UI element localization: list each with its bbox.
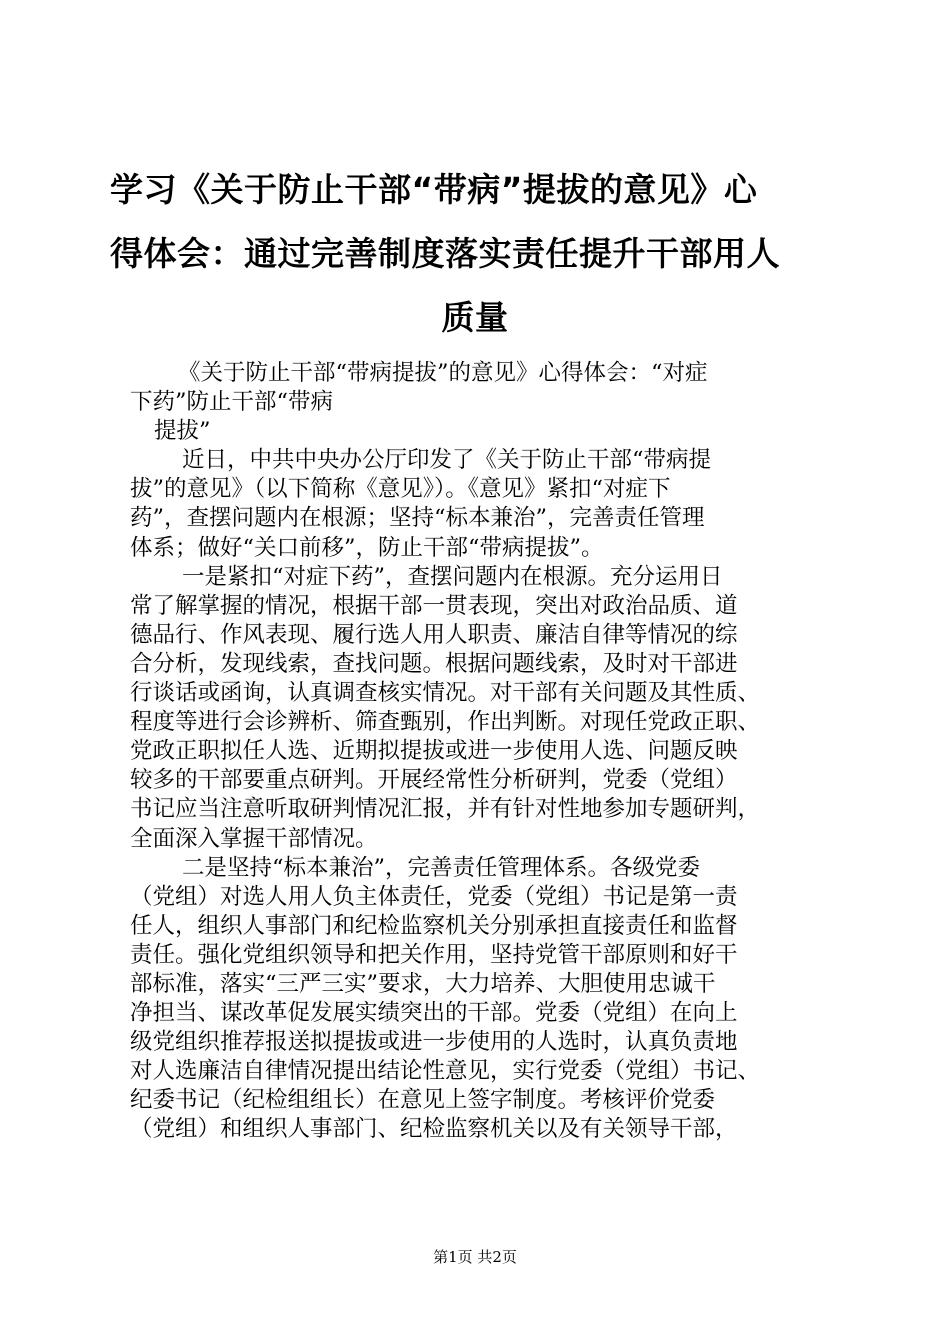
paragraph-line: 较多的干部要重点研判。开展经常性分析研判，党委（党组） [130,767,738,794]
paragraph-line: 二是坚持“标本兼治”，完善责任管理体系。各级党委 [182,854,701,881]
paragraph-line: 合分析，发现线索，查找问题。根据问题线索，及时对干部进 [130,650,738,677]
paragraph-line: 德品行、作风表现、履行选人用人职责、廉洁自律等情况的综 [130,621,738,648]
paragraph-line: 程度等进行会诊辨析、筛查甄别，作出判断。对现任党政正职、 [130,709,761,736]
paragraph-line: 任人，组织人事部门和纪检监察机关分别承担直接责任和监督 [130,912,738,939]
paragraph-line: 党政正职拟任人选、近期拟提拔或进一步使用人选、问题反映 [130,738,738,765]
paragraph-line: 纪委书记（纪检组组长）在意见上签字制度。考核评价党委 [130,1087,716,1114]
paragraph-line: 常了解掌握的情况，根据干部一贯表现，突出对政治品质、道 [130,592,738,619]
subtitle-line: 《关于防止干部“带病提拔”的意见》心得体会：“对症 [178,360,708,386]
paragraph-line: 体系；做好“关口前移”，防止干部“带病提拔”。 [130,534,604,561]
paragraph-line: 净担当、谋改革促发展实绩突出的干部。党委（党组）在向上 [130,1000,738,1027]
paragraph-line: 部标准，落实“三严三实”要求，大力培养、大胆使用忠诚干 [130,970,716,997]
paragraph-line: 书记应当注意听取研判情况汇报，并有针对性地参加专题研判， [130,796,761,823]
document-body [130,359,840,1145]
paragraph-line: 近日，中共中央办公厅印发了《关于防止干部“带病提 [182,447,712,474]
paragraph-line: 拔”的意见》（以下简称《意见》）。《意见》紧扣“对症下 [130,476,671,503]
subtitle-line: 提拔” [154,418,211,445]
paragraph-line: 全面深入掌握干部情况。 [130,825,378,852]
document-title [110,158,840,350]
title-line: 得体会：通过完善制度落实责任提升干部用人 [110,234,780,273]
paragraph-line: 责任。强化党组织领导和把关作用，坚持党管干部原则和好干 [130,941,738,968]
paragraph-line: 一是紧扣“对症下药”，查摆问题内在根源。充分运用日 [182,563,723,590]
paragraph-line: （党组）和组织人事部门、纪检监察机关以及有关领导干部， [130,1116,738,1143]
paragraph-line: 对人选廉洁自律情况提出结论性意见，实行党委（党组）书记、 [130,1058,761,1085]
subtitle-line: 下药”防止干部“带病 [130,389,334,416]
page-number-footer: 第1页 共2页 [433,1248,517,1266]
title-line: 质量 [441,298,509,337]
title-line: 学习《关于防止干部“带病”提拔的意见》心 [110,170,758,209]
paragraph-line: 级党组织推荐报送拟提拔或进一步使用的人选时，认真负责地 [130,1029,738,1056]
paragraph-line: （党组）对选人用人负主体责任，党委（党组）书记是第一责 [130,883,738,910]
paragraph-line: 药”，查摆问题内在根源；坚持“标本兼治”，完善责任管理 [130,505,705,532]
paragraph-line: 行谈话或函询，认真调查核实情况。对干部有关问题及其性质、 [130,680,761,707]
